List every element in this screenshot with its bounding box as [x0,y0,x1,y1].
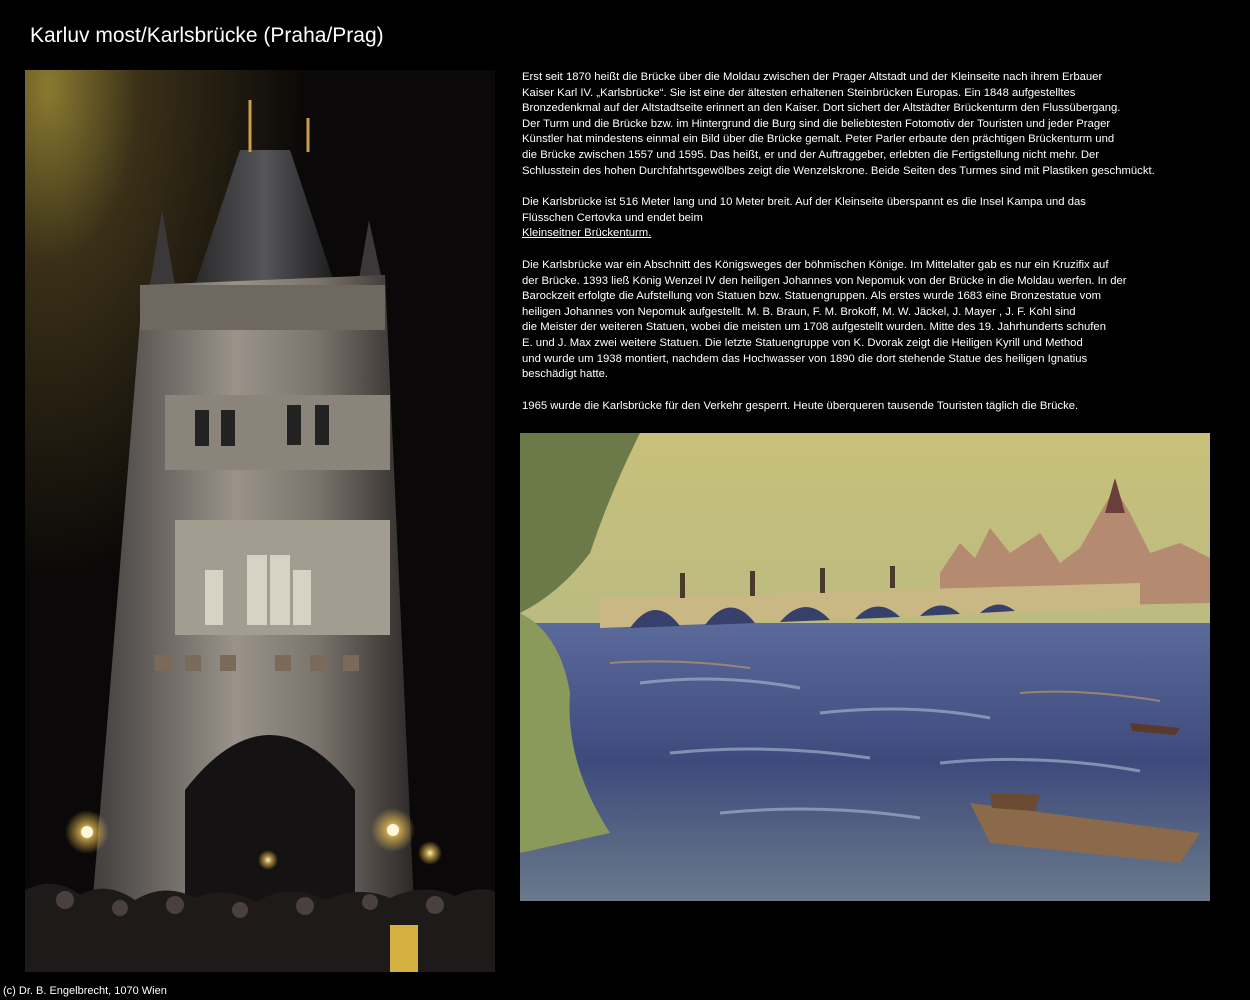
article-text [522,70,1212,430]
page-title: Karluv most/Karlsbrücke (Praha/Prag) [30,24,384,47]
tower-photo [25,70,495,972]
copyright-footer: (c) Dr. B. Engelbrecht, 1070 Wien [3,985,167,997]
bridge-painting [520,433,1210,901]
paragraph-closure: 1965 wurde die Karlsbrücke für den Verkehr gesperrt. Heute überqueren tausende Touristen täglich die Brücke. [522,399,1079,412]
paragraph-dimensions [522,195,1212,242]
paragraph-dimensions-text: Die Karlsbrücke ist 516 Meter lang und 10 Meter breit. Auf der Kleinseite überspannt es die Insel Kampa und das Flüsschen Certovka und endet beim [522,196,1086,224]
kleinseitner-brueckenturm-link[interactable]: Kleinseitner Brückenturm. [522,227,652,240]
paragraph-history: Erst seit 1870 heißt die Brücke über die Moldau zwischen der Prager Altstadt und der Kleinseite nach ihrem Erbauer Kaiser Karl IV. „Karlsbrücke“. Sie ist eine der ältesten erhaltenen Steinbrücken Europas. Ein 1848 aufgestelltes Bronzedenkmal auf der Altstadtseite erinnert an den Kaiser. Dort sichert der Altstädter Brückenturm den Flussübergang. Der Turm und die Brücke bzw. im Hintergrund die Burg sind die beliebtesten Fotomotiv der Touristen und jeder Prager Künstler hat mindestens einmal ein Bild über die Brücke gemalt. Peter Parler erbaute den prächtigen Brückenturm und die Brücke zwischen 1557 und 1595. Das heißt, er und der Auftraggeber, erlebten die Fertigstellung nicht mehr. Der Schlusstein des hohen Durchfahrtsgewölbes zeigt die Wenzelskrone. Beide Seiten des Turmes sind mit Plastiken geschmückt. [522,71,1155,177]
paragraph-statues: Die Karlsbrücke war ein Abschnitt des Königsweges der böhmischen Könige. Im Mittelalter gab es nur ein Kruzifix auf der Brücke. 1393 ließ König Wenzel IV den heiligen Johannes von Nepomuk von der Brücke in die Moldau werfen. In der Barockzeit erfolgte die Aufstellung von Statuen bzw. Statuengruppen. Als erstes wurde 1683 eine Bronzestatue vom heiligen Johannes von Nepomuk aufgestellt. M. B. Braun, F. M. Brokoff, M. W. Jäckel, J. Mayer , J. F. Kohl sind die Meister der weiteren Statuen, wobei die meisten um 1708 aufgestellt wurden. Mitte des 19. Jahrhunderts schufen E. und J. Max zwei weitere Statuen. Die letzte Statuengruppe von K. Dvorak zeigt die Heiligen Kyrill und Method und wurde um 1938 montiert, nachdem das Hochwasser von 1890 die dort stehende Statue des heiligen Ignatius beschädigt hatte. [522,258,1127,381]
